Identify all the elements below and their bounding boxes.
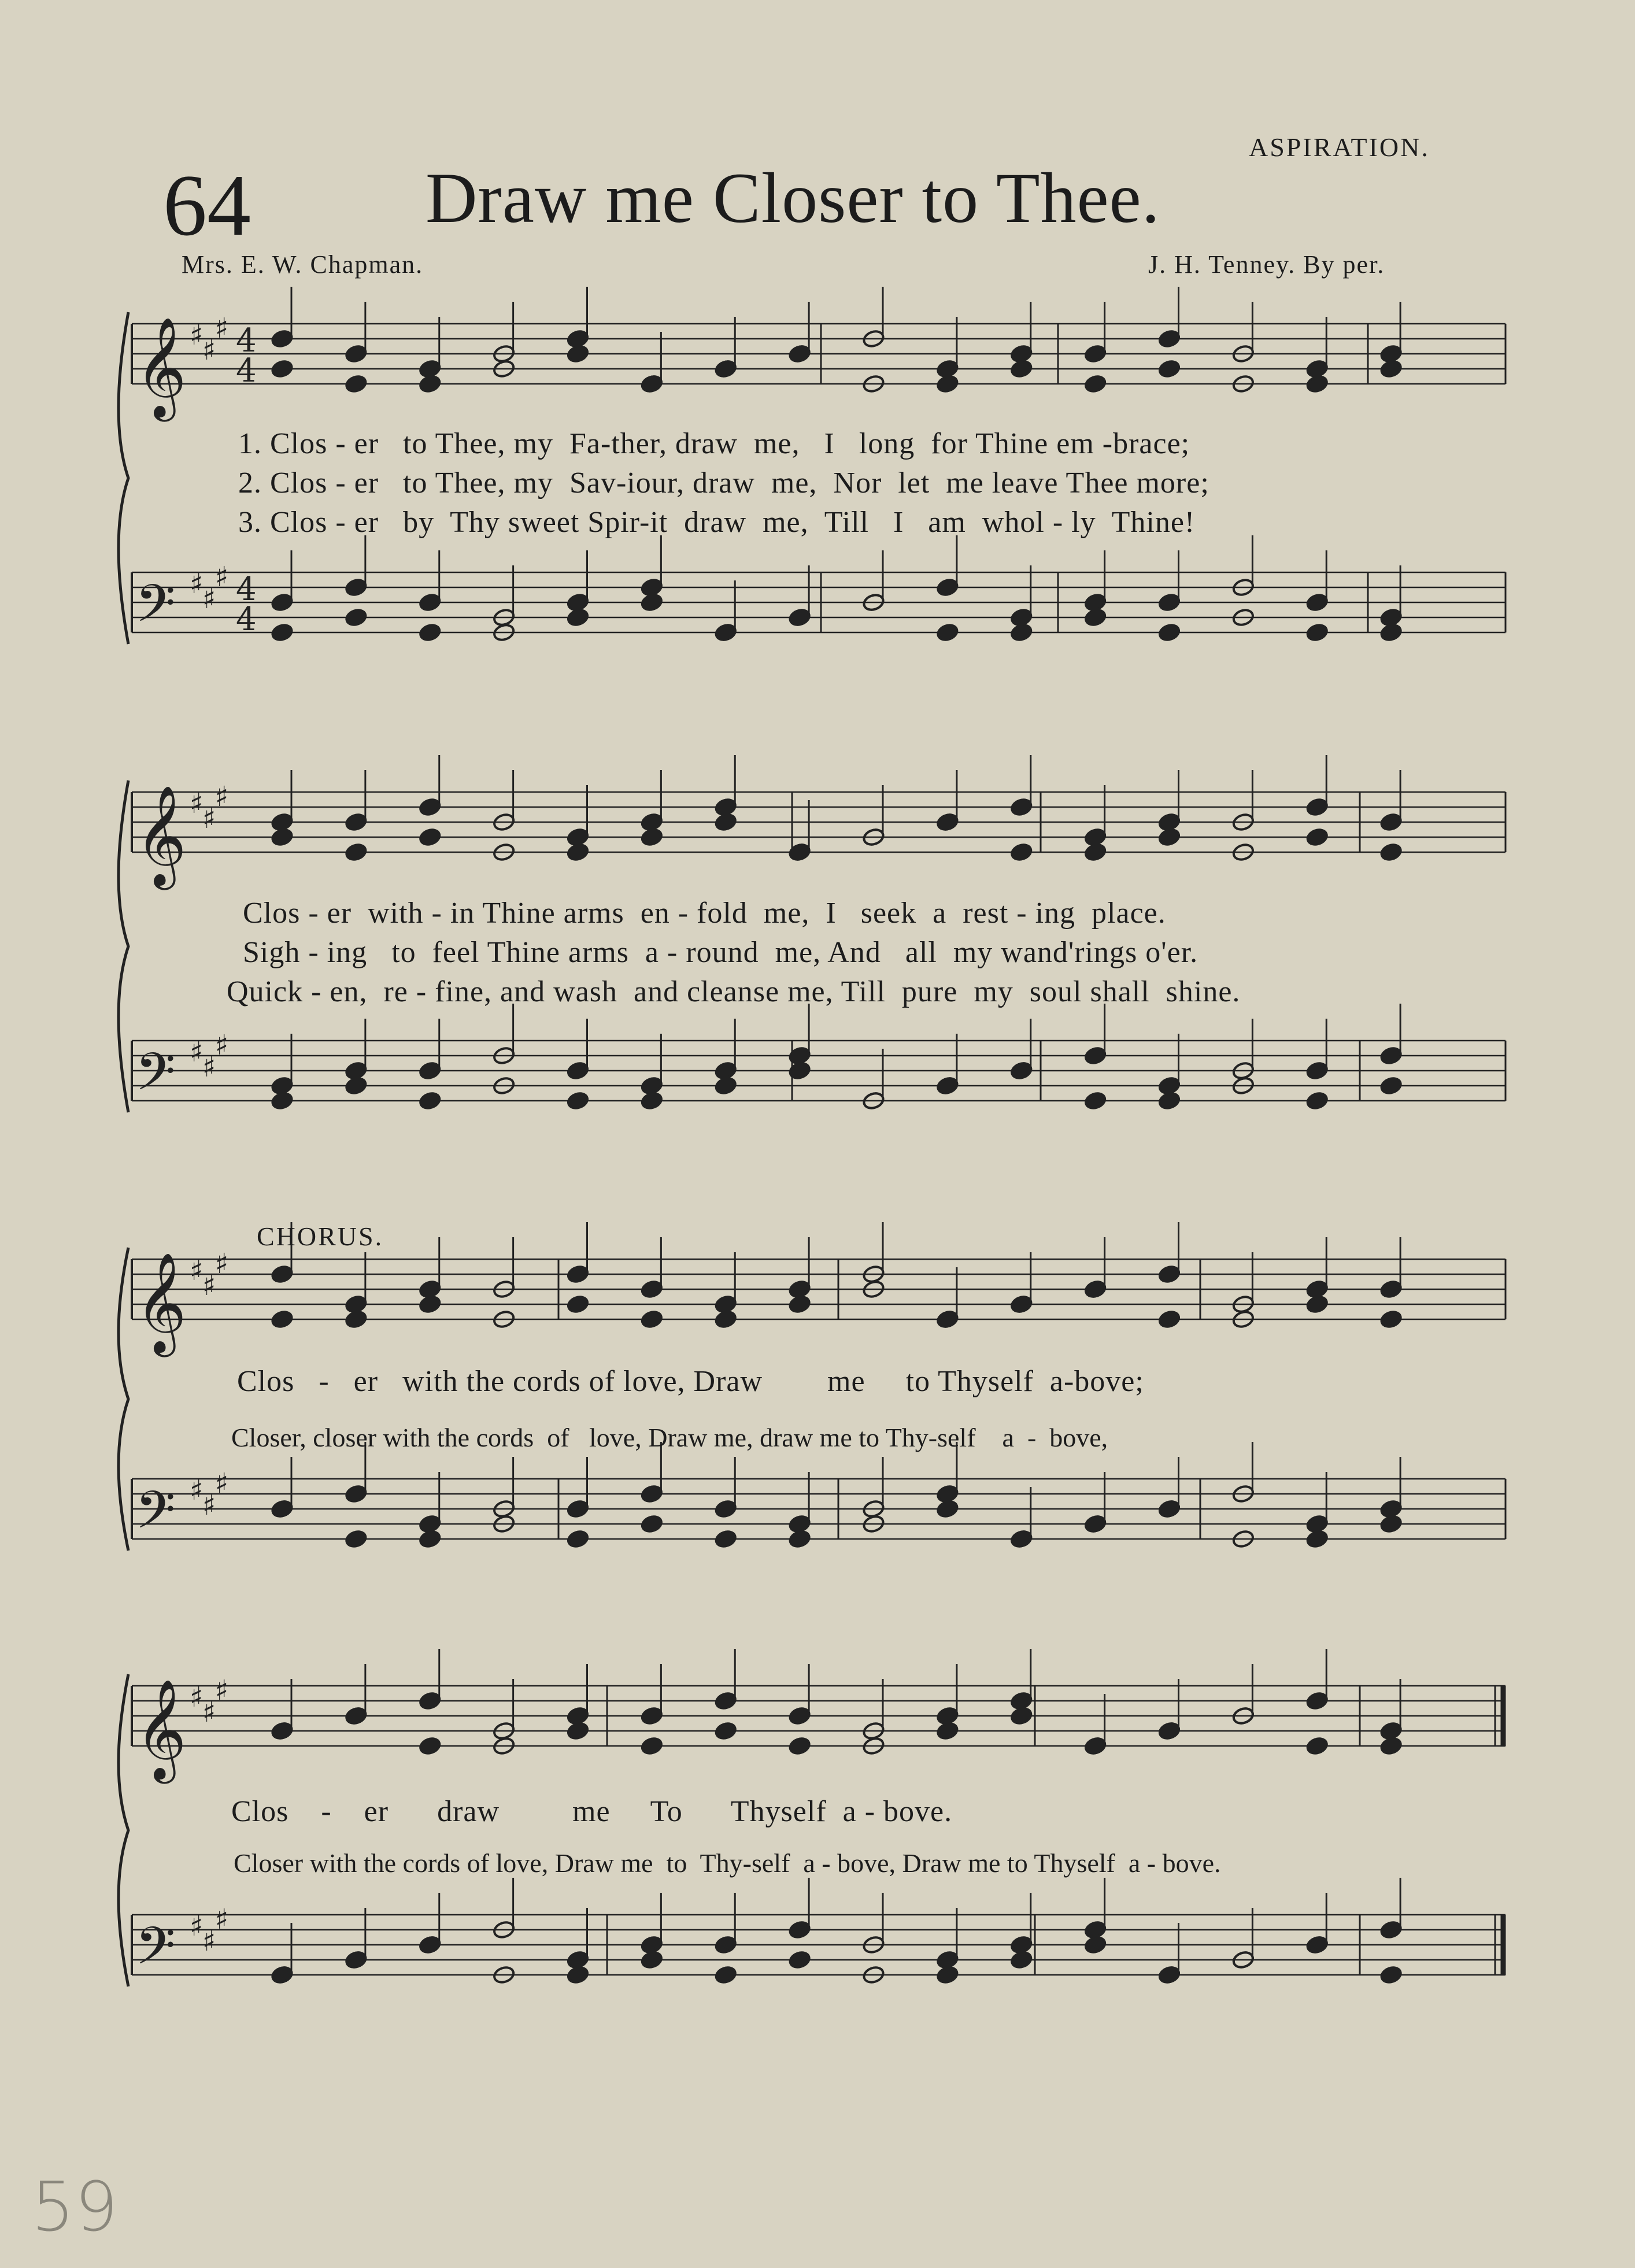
notehead (419, 1061, 442, 1081)
notehead (640, 827, 663, 847)
notehead (1084, 1046, 1107, 1065)
notehead (345, 578, 368, 597)
notehead (1379, 1965, 1403, 1985)
notehead (1010, 842, 1033, 862)
notehead (1379, 359, 1403, 379)
notehead (271, 329, 294, 349)
notehead (1305, 593, 1329, 612)
notehead (1084, 344, 1107, 364)
time-signature-icon: 4 (236, 601, 257, 638)
notehead (1305, 1279, 1329, 1299)
notehead (1157, 623, 1181, 642)
system-brace (119, 312, 128, 644)
notehead (788, 344, 811, 364)
notehead (788, 1294, 811, 1314)
notehead (566, 1529, 589, 1549)
notehead (345, 344, 368, 364)
sharp-icon: ♯ (215, 1674, 229, 1707)
sharp-icon: ♯ (215, 561, 229, 593)
notehead (788, 608, 811, 627)
notehead (714, 1529, 737, 1549)
notehead (271, 1721, 294, 1741)
time-signature-icon: 4 (236, 322, 257, 360)
bass-clef-icon: 𝄢 (135, 574, 176, 646)
notehead (419, 1514, 442, 1534)
notehead (1084, 374, 1107, 394)
sharp-icon: ♯ (215, 780, 229, 813)
notehead (1305, 827, 1329, 847)
notehead (1157, 1309, 1181, 1329)
notehead (566, 1950, 589, 1970)
notehead (1010, 608, 1033, 627)
notehead (1379, 1499, 1403, 1519)
notehead (419, 1691, 442, 1711)
sharp-icon: ♯ (215, 1467, 229, 1500)
notehead (1157, 359, 1181, 379)
sharp-icon: ♯ (190, 1474, 204, 1507)
chorus-line-2-bass-lyrics: Closer with the cords of love, Draw me to Thy-self a - bove, Draw me to Thyself a - bove. (234, 1848, 1221, 1878)
notehead (1010, 1294, 1033, 1314)
notehead (1305, 623, 1329, 642)
treble-clef-icon: 𝄞 (135, 317, 187, 417)
notehead (1379, 812, 1403, 832)
notehead (1157, 1264, 1181, 1284)
notehead (1084, 1736, 1107, 1756)
notehead (1305, 1091, 1329, 1111)
notehead (1084, 1091, 1107, 1111)
notehead (936, 1499, 959, 1519)
notehead (566, 842, 589, 862)
sharp-icon: ♯ (202, 802, 216, 835)
system-brace (119, 780, 128, 1112)
notehead (1305, 1514, 1329, 1534)
sharp-icon: ♯ (190, 1910, 204, 1943)
notehead (345, 1484, 368, 1504)
notehead (640, 1484, 663, 1504)
notehead (345, 608, 368, 627)
notehead (419, 1935, 442, 1955)
notehead (714, 1935, 737, 1955)
notehead (566, 1061, 589, 1081)
sharp-icon: ♯ (202, 583, 216, 615)
notehead (566, 1264, 589, 1284)
chorus-label: CHORUS. (257, 1222, 384, 1251)
notehead (345, 1950, 368, 1970)
notehead (936, 1309, 959, 1329)
notehead (1157, 1076, 1181, 1096)
system-brace (119, 1248, 128, 1551)
notehead (1010, 1529, 1033, 1549)
notehead (936, 812, 959, 832)
chorus-line-1-bass-lyrics: Closer, closer with the cords of love, Draw me, draw me to Thy-self a - bove, (231, 1423, 1108, 1452)
verse-3-line-2: Quick - en, re - fine, and wash and cleanse me, Till pure my soul shall shine. (227, 975, 1241, 1008)
notehead (271, 1076, 294, 1096)
notehead (1379, 1076, 1403, 1096)
notehead (345, 1061, 368, 1081)
notehead (1379, 1046, 1403, 1065)
notehead (640, 1091, 663, 1111)
notehead (419, 1736, 442, 1756)
notehead (714, 1076, 737, 1096)
sharp-icon: ♯ (202, 334, 216, 367)
notehead (1157, 329, 1181, 349)
notehead (271, 812, 294, 832)
notehead (714, 1309, 737, 1329)
notehead (1305, 374, 1329, 394)
notehead (640, 1736, 663, 1756)
notehead (788, 1529, 811, 1549)
notehead (1010, 1950, 1033, 1970)
verse-1-line-2: Clos - er with - in Thine arms en - fold me, I seek a rest - ing place. (243, 897, 1166, 930)
system-brace (119, 1674, 128, 1986)
notehead (1157, 812, 1181, 832)
notehead (936, 578, 959, 597)
notehead (1084, 827, 1107, 847)
sharp-icon: ♯ (215, 312, 229, 345)
chorus-line-2-lyrics: Clos - er draw me To Thyself a - bove. (231, 1795, 953, 1828)
composer-credit: J. H. Tenney. By per. (1148, 250, 1385, 279)
sharp-icon: ♯ (190, 1681, 204, 1714)
hymn-title: Draw me Closer to Thee. (426, 158, 1160, 238)
notehead (271, 359, 294, 379)
verse-1-line-1: 1. Clos - er to Thee, my Fa-ther, draw me, I long for Thine em -brace; (238, 427, 1190, 460)
notehead (1084, 593, 1107, 612)
sharp-icon: ♯ (215, 1248, 229, 1280)
notehead (1157, 1721, 1181, 1741)
notehead (419, 374, 442, 394)
bass-clef-icon: 𝄢 (135, 1916, 176, 1989)
notehead (271, 623, 294, 642)
notehead (566, 608, 589, 627)
sharp-icon: ♯ (202, 1696, 216, 1729)
notehead (566, 1706, 589, 1726)
notehead (788, 1920, 811, 1940)
notehead (936, 1965, 959, 1985)
treble-clef-icon: 𝄞 (135, 785, 187, 886)
notehead (271, 1309, 294, 1329)
sharp-icon: ♯ (202, 1270, 216, 1302)
notehead (566, 1499, 589, 1519)
treble-clef-icon: 𝄞 (135, 1252, 187, 1353)
notehead (714, 1499, 737, 1519)
notehead (640, 1279, 663, 1299)
notehead (1379, 842, 1403, 862)
notehead (345, 842, 368, 862)
sharp-icon: ♯ (190, 568, 204, 600)
sharp-icon: ♯ (190, 319, 204, 352)
notehead (714, 359, 737, 379)
notehead (1010, 1706, 1033, 1726)
time-signature-icon: 4 (236, 571, 257, 608)
verse-2-line-2: Sigh - ing to feel Thine arms a - round me, And all my wand'rings o'er. (243, 936, 1198, 969)
notehead (345, 1294, 368, 1314)
category-heading: ASPIRATION. (1249, 132, 1430, 162)
sharp-icon: ♯ (215, 1903, 229, 1936)
notehead (1305, 1691, 1329, 1711)
notehead (1305, 797, 1329, 817)
sharp-icon: ♯ (215, 1029, 229, 1061)
notehead (714, 1691, 737, 1711)
notehead (640, 593, 663, 612)
notehead (566, 344, 589, 364)
time-signature-icon: 4 (236, 352, 257, 390)
notehead (714, 1965, 737, 1985)
notehead (1305, 1061, 1329, 1081)
notehead (271, 593, 294, 612)
notehead (1305, 1935, 1329, 1955)
notehead (936, 1721, 959, 1741)
notehead (640, 374, 663, 394)
notehead (345, 1529, 368, 1549)
notehead (788, 1950, 811, 1970)
notehead (271, 1499, 294, 1519)
sharp-icon: ♯ (190, 1255, 204, 1287)
notehead (1084, 1935, 1107, 1955)
notehead (1157, 1965, 1181, 1985)
handwritten-page-mark: 59 (31, 2167, 119, 2247)
treble-clef-icon: 𝄞 (135, 1679, 187, 1779)
notehead (1084, 1279, 1107, 1299)
notehead (271, 1965, 294, 1985)
notehead (1379, 623, 1403, 642)
notehead (1157, 1499, 1181, 1519)
notehead (1305, 1736, 1329, 1756)
notehead (419, 1279, 442, 1299)
notehead (345, 1706, 368, 1726)
notehead (788, 1706, 811, 1726)
notehead (1379, 1279, 1403, 1299)
sharp-icon: ♯ (202, 1925, 216, 1958)
hymn-number: 64 (163, 157, 251, 254)
notehead (714, 623, 737, 642)
notehead (936, 623, 959, 642)
notehead (714, 812, 737, 832)
sharp-icon: ♯ (202, 1489, 216, 1522)
chorus-line-1-lyrics: Clos - er with the cords of love, Draw me to Thyself a-bove; (237, 1365, 1144, 1398)
notehead (936, 359, 959, 379)
notehead (345, 812, 368, 832)
author-credit: Mrs. E. W. Chapman. (182, 250, 424, 279)
notehead (1157, 593, 1181, 612)
notehead (419, 827, 442, 847)
notehead (788, 1736, 811, 1756)
notehead (419, 797, 442, 817)
sharp-icon: ♯ (190, 1036, 204, 1068)
notehead (640, 1514, 663, 1534)
verse-2-line-1: 2. Clos - er to Thee, my Sav-iour, draw me, Nor let me leave Thee more; (238, 467, 1209, 500)
bass-clef-icon: 𝄢 (135, 1042, 176, 1115)
notehead (271, 1264, 294, 1284)
notehead (714, 1721, 737, 1741)
notehead (566, 1091, 589, 1111)
notehead (419, 1091, 442, 1111)
notehead (640, 1706, 663, 1726)
notehead (1379, 1721, 1403, 1741)
notehead (419, 623, 442, 642)
sharp-icon: ♯ (190, 787, 204, 820)
notehead (1379, 1920, 1403, 1940)
verse-3-line-1: 3. Clos - er by Thy sweet Spir-it draw me, Till I am whol - ly Thine! (238, 506, 1196, 539)
notehead (566, 1294, 589, 1314)
notehead (640, 1935, 663, 1955)
notehead (936, 1076, 959, 1096)
bass-clef-icon: 𝄢 (135, 1481, 176, 1553)
sharp-icon: ♯ (202, 1051, 216, 1083)
notehead (1084, 1514, 1107, 1534)
notehead (345, 374, 368, 394)
notehead (1010, 1061, 1033, 1081)
notehead (1010, 797, 1033, 817)
notehead (1010, 344, 1033, 364)
notehead (419, 593, 442, 612)
notehead (640, 1309, 663, 1329)
notehead (1379, 1309, 1403, 1329)
